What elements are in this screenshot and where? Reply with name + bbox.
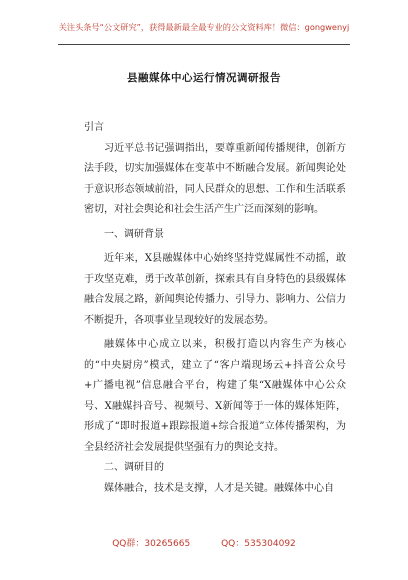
document-body xyxy=(84,118,346,499)
footer-contact xyxy=(0,536,408,549)
background-paragraph-1: 近年来，X县融媒体中心始终坚持党媒属性不动摇，敢于攻坚克难，勇于改革创新，探索具有自身特色的县级媒体融合发展之路，新闻舆论传播力、引导力、影响力、公信力不断提升，各项事业呈现较好的发展态势。 xyxy=(84,253,346,326)
footer-qq: QQ：535304092 xyxy=(221,539,296,549)
section-heading-purpose: 二、调研目的 xyxy=(104,462,164,473)
intro-heading: 引言 xyxy=(84,122,104,133)
header-divider xyxy=(58,44,350,45)
header-promo-note: 关注头条号“公文研究”，获得最新最全最专业的公文资料库！微信：gongwenyj xyxy=(58,22,350,32)
document-title: 县融媒体中心运行情况调研报告 xyxy=(127,72,281,84)
section-heading-background: 一、调研背景 xyxy=(104,228,164,240)
footer-qq-group: QQ群：30265665 xyxy=(112,539,191,549)
purpose-paragraph-1: 媒体融合，技术是支撑，人才是关键。融媒体中心自 xyxy=(104,482,334,494)
intro-paragraph: 习近平总书记强调指出，要尊重新闻传播规律，创新方法手段，切实加强媒体在变革中不断融合发展。新闻舆论处于意识形态领域前沿，同人民群众的思想、工作和生活联系密切，对社会舆论和社会生活产生广泛而深刻的影响。 xyxy=(84,142,346,215)
background-paragraph-2: 融媒体中心成立以来，积极打造以内容生产为核心的“中央厨房”模式，建立了“客户端现场云+抖音公众号+广播电视”信息融合平台，构建了集“X融媒体中心公众号、X融媒抖音号、视频号、X新闻等于一体的媒体矩阵，形成了“即时报道+跟踪报道+综合报道”立体传播架构，为全县经济社会发展提供坚强有力的舆论支持。 xyxy=(84,339,346,453)
